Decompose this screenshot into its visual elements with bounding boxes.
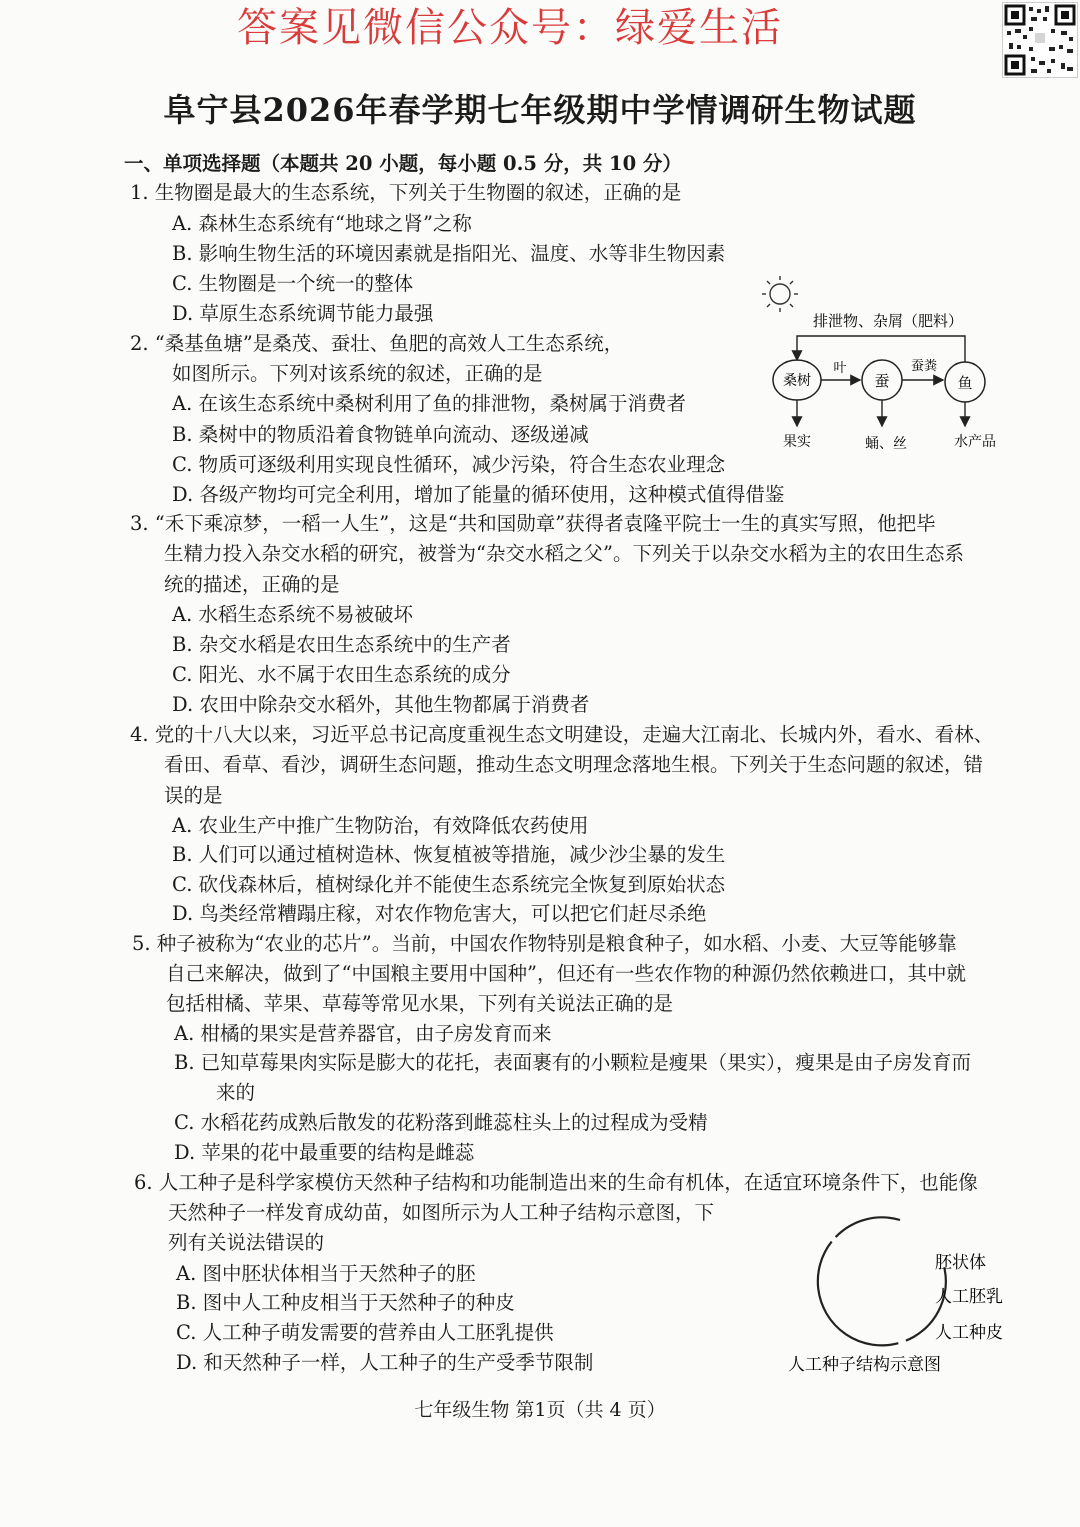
diagram-caption: 人工种子结构示意图	[788, 1355, 941, 1375]
question-2-option-a: A. 在该生态系统中桑树利用了鱼的排泄物，桑树属于消费者	[172, 392, 686, 415]
label-artificial-seed-coat: 人工种皮	[935, 1323, 1003, 1343]
qr-code	[1002, 2, 1078, 78]
edge-silkworm-dung-label: 蚕粪	[910, 359, 938, 374]
question-5-option-b-line2: 来的	[216, 1081, 256, 1104]
node-silkworm: 蚕	[874, 372, 890, 390]
question-4-option-b: B. 人们可以通过植树造林、恢复植被等措施，减少沙尘暴的发生	[172, 843, 726, 866]
question-5-stem-line3: 包括柑橘、苹果、草莓等常见水果，下列有关说法正确的是	[166, 992, 674, 1015]
page-footer: 七年级生物 第1页（共 4 页）	[414, 1399, 666, 1421]
question-3-stem-line1: 3. “禾下乘凉梦，一稻一人生”，这是“共和国勋章”获得者袁隆平院士一生的真实写照，他把毕	[130, 512, 936, 535]
mulberry-fishpond-diagram	[760, 270, 1030, 460]
node-mulberry: 桑树	[783, 373, 811, 389]
question-1-option-d: D. 草原生态系统调节能力最强	[172, 302, 434, 325]
banner-text: 答案见微信公众号：绿爱生活	[237, 5, 783, 51]
question-6-option-b: B. 图中人工种皮相当于天然种子的种皮	[176, 1291, 515, 1314]
label-artificial-endosperm: 人工胚乳	[935, 1287, 1003, 1307]
question-2-stem-line2: 如图所示。下列对该系统的叙述，正确的是	[172, 362, 543, 385]
question-3-stem-line3: 统的描述，正确的是	[164, 573, 340, 596]
question-4-stem-line2: 看田、看草、看沙，调研生态问题，推动生态文明理念落地生根。下列关于生态问题的叙述，错	[164, 753, 984, 776]
question-5-option-c: C. 水稻花药成熟后散发的花粉落到雌蕊柱头上的过程成为受精	[174, 1111, 708, 1134]
question-3-option-d: D. 农田中除杂交水稻外，其他生物都属于消费者	[172, 693, 590, 716]
question-3-option-a: A. 水稻生态系统不易被破坏	[172, 603, 413, 626]
question-5-option-b-line1: B. 已知草莓果肉实际是膨大的花托，表面裹有的小颗粒是瘦果（果实），瘦果是由子房发育而	[174, 1051, 971, 1074]
diagram-top-label: 排泄物、杂屑（肥料）	[812, 312, 964, 330]
question-5-option-d: D. 苹果的花中最重要的结构是雌蕊	[174, 1141, 475, 1164]
question-1-option-b: B. 影响生物生活的环境因素就是指阳光、温度、水等非生物因素	[172, 242, 726, 265]
output-fruit: 果实	[783, 434, 811, 450]
question-2-stem-line1: 2. “桑基鱼塘”是桑茂、蚕壮、鱼肥的高效人工生态系统，	[130, 332, 624, 355]
question-4-option-c: C. 砍伐森林后，植树绿化并不能使生态系统完全恢复到原始状态	[172, 873, 726, 896]
question-3-option-b: B. 杂交水稻是农田生态系统中的生产者	[172, 633, 511, 656]
question-5-stem-line1: 5. 种子被称为“农业的芯片”。当前，中国农作物特别是粮食种子，如水稻、小麦、大豆等能够靠	[132, 932, 957, 955]
question-4-stem-line1: 4. 党的十八大以来，习近平总书记高度重视生态文明建设，走遍大江南北、长城内外，看水、看林、	[130, 723, 994, 746]
question-2-option-c: C. 物质可逐级利用实现良性循环，减少污染，符合生态农业理念	[172, 453, 726, 476]
question-4-option-d: D. 鸟类经常糟蹋庄稼，对农作物危害大，可以把它们赶尽杀绝	[172, 902, 707, 925]
question-4-option-a: A. 农业生产中推广生物防治，有效降低农药使用	[172, 814, 589, 837]
question-6-option-a: A. 图中胚状体相当于天然种子的胚	[176, 1262, 476, 1285]
page-title: 阜宁县2026年春学期七年级期中学情调研生物试题	[163, 91, 917, 129]
node-fish: 鱼	[957, 374, 973, 392]
question-3-stem-line2: 生精力投入杂交水稻的研究，被誉为“杂交水稻之父”。下列关于以杂交水稻为主的农田生态系	[164, 542, 964, 565]
artificial-seed-diagram	[780, 1208, 1040, 1383]
edge-leaf-label: 叶	[833, 361, 847, 376]
question-6-option-c: C. 人工种子萌发需要的营养由人工胚乳提供	[176, 1321, 554, 1344]
output-aquatic-products: 水产品	[954, 434, 996, 450]
question-2-option-b: B. 桑树中的物质沿着食物链单向流动、逐级递减	[172, 423, 589, 446]
question-1-option-c: C. 生物圈是一个统一的整体	[172, 272, 414, 295]
question-3-option-c: C. 阳光、水不属于农田生态系统的成分	[172, 663, 511, 686]
label-embryoid: 胚状体	[935, 1253, 986, 1273]
question-4-stem-line3: 误的是	[164, 784, 223, 807]
question-1-stem: 1. 生物圈是最大的生态系统，下列关于生物圈的叙述，正确的是	[130, 181, 682, 204]
question-6-option-d: D. 和天然种子一样，人工种子的生产受季节限制	[176, 1351, 594, 1374]
question-1-option-a: A. 森林生态系统有“地球之肾”之称	[172, 212, 472, 235]
question-6-stem-line1: 6. 人工种子是科学家模仿天然种子结构和功能制造出来的生命有机体，在适宜环境条件下，也能像	[134, 1171, 978, 1194]
sun-icon	[762, 276, 798, 312]
question-6-stem-line2: 天然种子一样发育成幼苗，如图所示为人工种子结构示意图，下	[168, 1201, 715, 1224]
question-5-option-a: A. 柑橘的果实是营养器官，由子房发育而来	[174, 1022, 552, 1045]
question-6-stem-line3: 列有关说法错误的	[168, 1231, 325, 1254]
question-5-stem-line2: 自己来解决，做到了“中国粮主要用中国种”，但还有一些农作物的种源仍然依赖进口，其中就	[166, 962, 966, 985]
output-pupa-silk: 蛹、丝	[865, 436, 907, 452]
section-heading: 一、单项选择题（本题共 20 小题，每小题 0.5 分，共 10 分）	[124, 152, 682, 175]
question-2-option-d: D. 各级产物均可完全利用，增加了能量的循环使用，这种模式值得借鉴	[172, 483, 785, 506]
